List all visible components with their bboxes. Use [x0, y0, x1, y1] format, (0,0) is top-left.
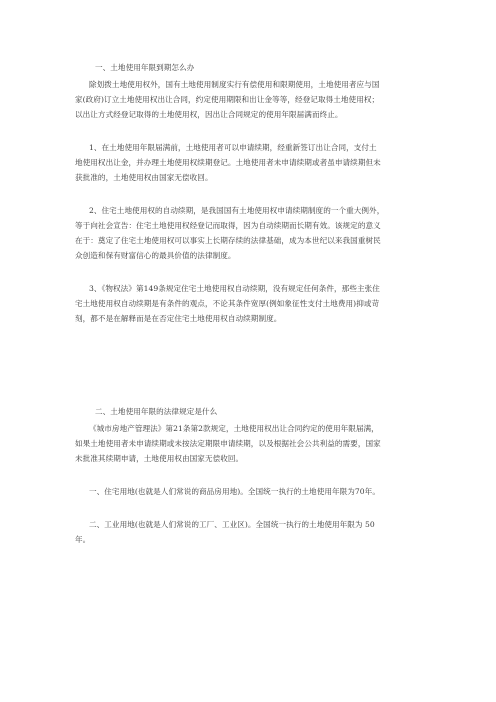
section2-intro-line-2: 如果土地使用者未申请续期或未按法定期限申请续期，以及根据社会公共利益的需要，国家	[75, 439, 381, 448]
section1-item1-line-3: 获批准的，土地使用权由国家无偿收回。	[75, 173, 213, 182]
section-heading-2: 二、土地使用年限的法律规定是什么	[95, 407, 218, 416]
section2-item1-line-1: 一、住宅用地(也就是人们常说的商品房用地)。全国统一执行的土地使用年限为70年。	[89, 487, 380, 496]
section1-item2-line-2: 等于向社会宣告：住宅土地使用权经登记而取得，因为自动续期而长期有效。该规定的意义	[75, 221, 381, 230]
section2-intro-line-3: 未批准其续期申请，土地使用权由国家无偿收回。	[75, 454, 244, 463]
section1-item2-line-3: 在于：奠定了住宅土地使用权可以事实上长期存续的法律基础，成为本世纪以来我国重树民	[75, 236, 381, 245]
section1-item2-line-1: 2、住宅土地使用权的自动续期，是我国国有土地使用权申请续期制度的一个重大例外，	[89, 206, 385, 215]
section1-item3-line-3: 刻，都不是在解释而是在否定住宅土地使用权自动续期制度。	[75, 314, 282, 323]
section1-item3-line-1: 3、《物权法》第149条规定住宅土地使用权自动续期，没有规定任何条件，那些主张住	[89, 284, 380, 293]
section2-intro-line-1: 《城市房地产管理法》第21条第2款规定，土地使用权出让合同约定的使用年限届满，	[89, 424, 379, 433]
section1-item1-line-2: 地使用权出让金，并办理土地使用权续期登记。土地使用者未申请续期或者虽申请续期但未	[75, 158, 381, 167]
section1-intro-line-3: 以出让方式经登记取得的土地使用权，因出让合同规定的使用年限届满而终止。	[75, 110, 343, 119]
section1-item1-line-1: 1、在土地使用年限届满前，土地使用者可以申请续期，经重新签订出让合同，支付土	[89, 143, 377, 152]
section2-item2-line-2: 年。	[75, 535, 91, 544]
section2-item2-line-1: 二、工业用地(也就是人们常说的工厂、工业区)。全国统一执行的土地使用年限为 50	[89, 520, 375, 529]
section-heading-1: 一、土地使用年限到期怎么办	[95, 63, 195, 72]
section1-item3-line-2: 宅土地使用权自动续期是有条件的观点，不论其条件宽厚(例如象征性支付土地费用)抑或苛	[75, 299, 380, 308]
section1-intro-line-1: 除划拨土地使用权外，国有土地使用制度实行有偿使用和限期使用，土地使用者应与国	[89, 80, 380, 89]
section1-intro-line-2: 家(政府)订立土地使用权出让合同，约定使用期限和出让金等等，经登记取得土地使用权；	[75, 95, 380, 104]
section1-item2-line-4: 众创造和保有财富信心的最具价值的法律制度。	[75, 251, 236, 260]
